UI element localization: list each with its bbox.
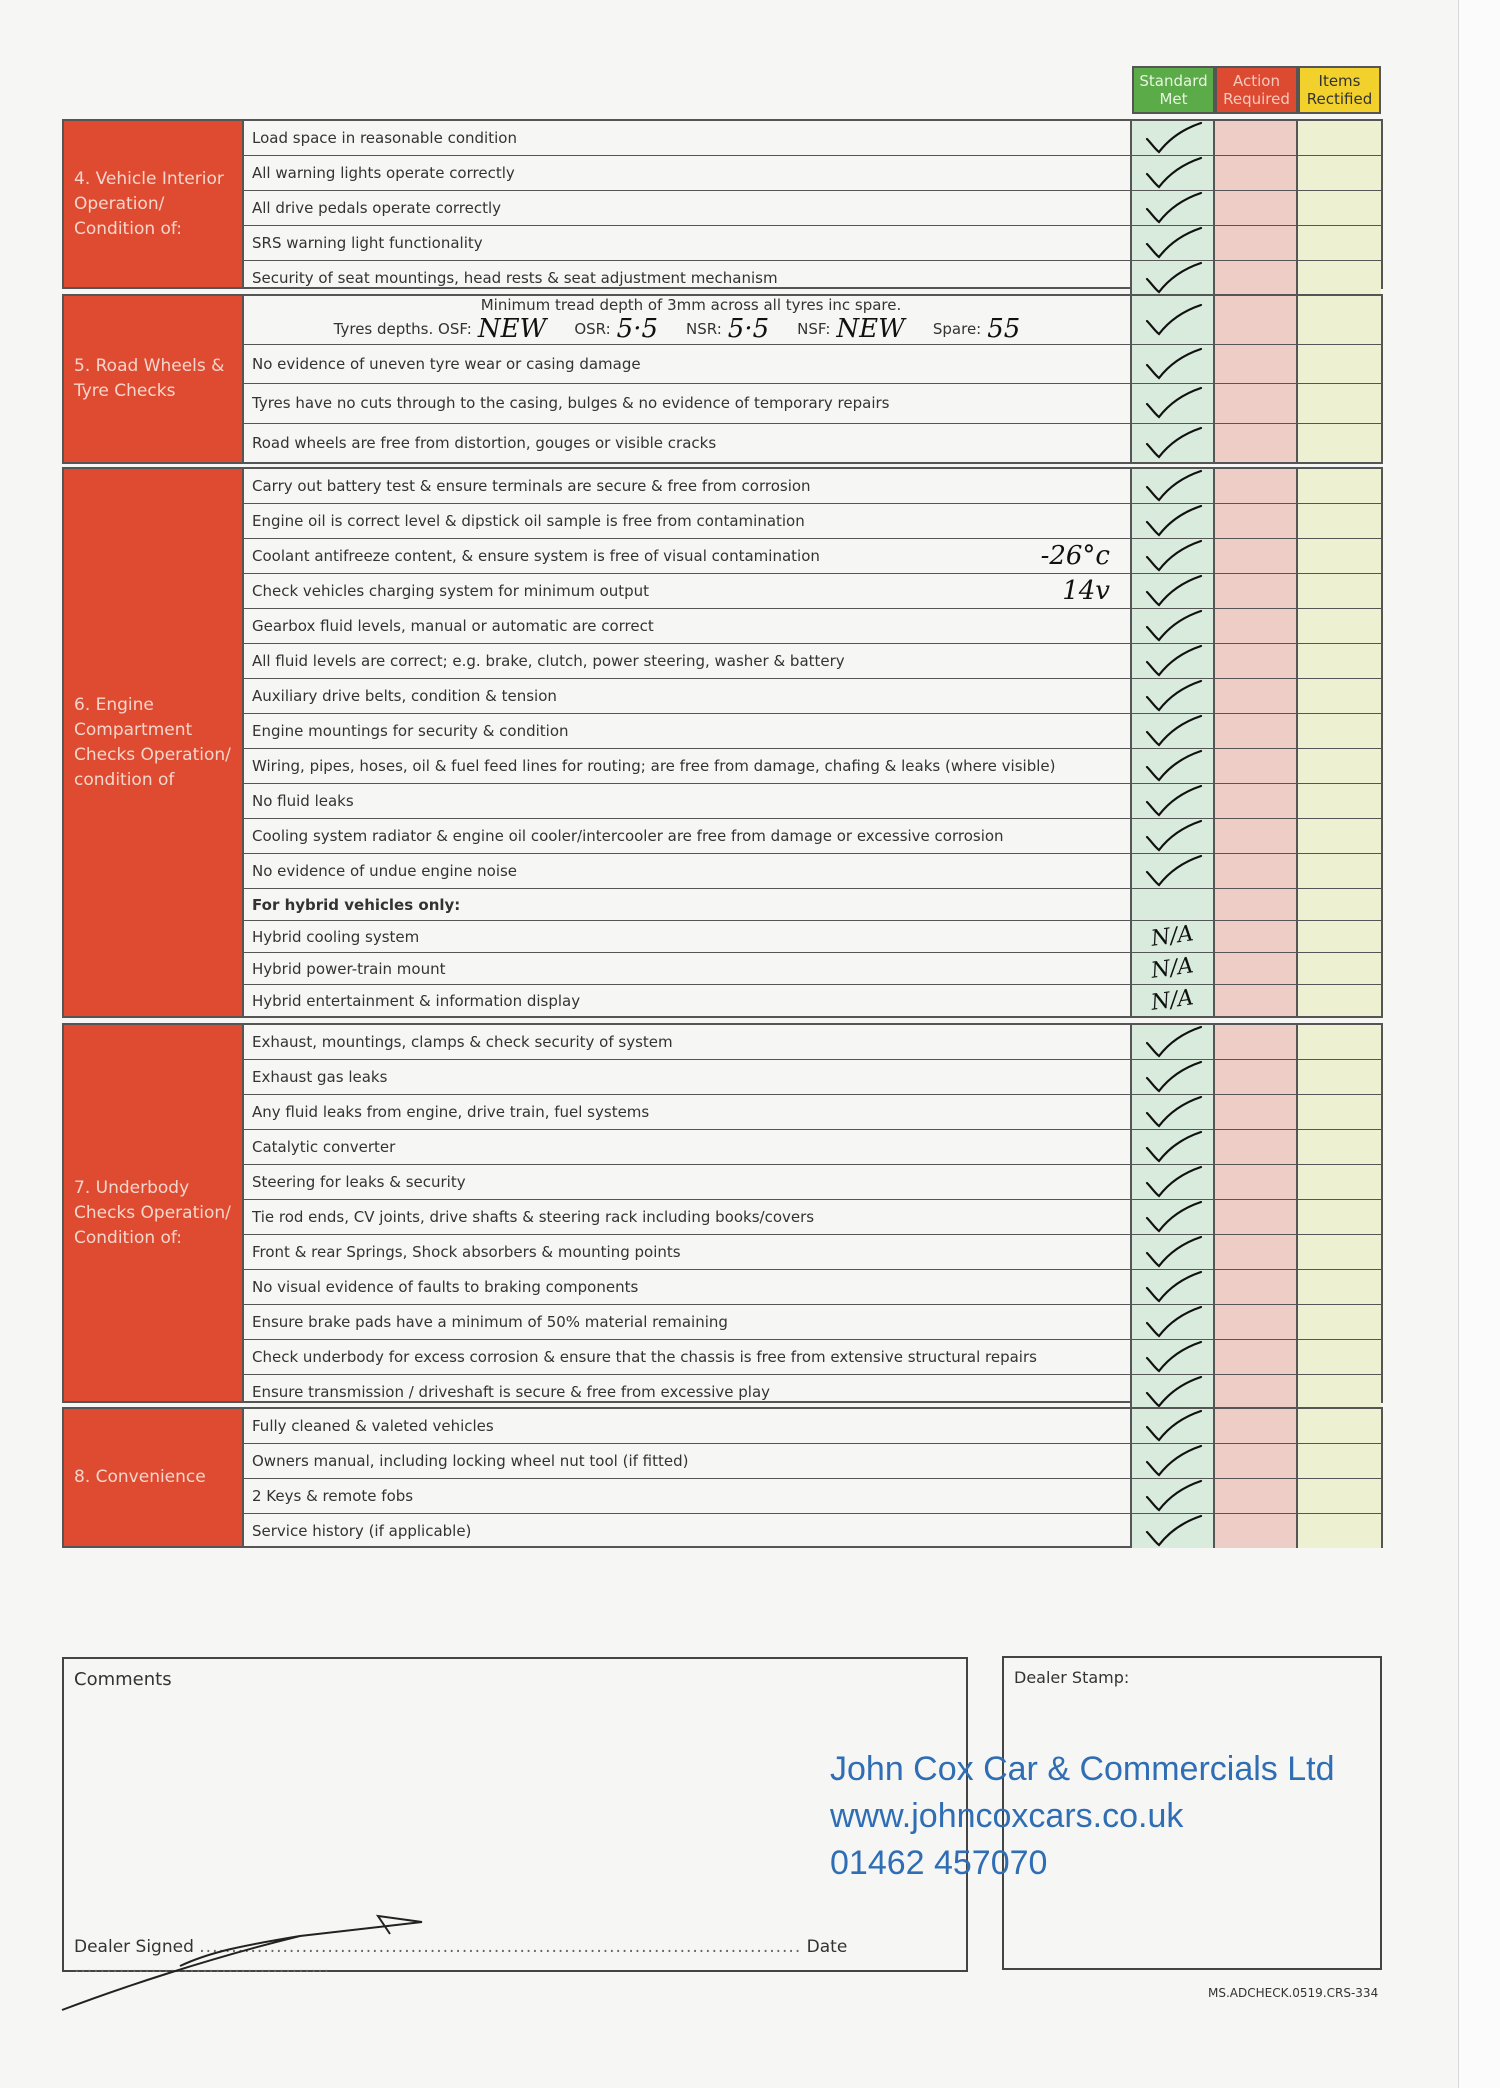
check-item-text: Wiring, pipes, hoses, oil & fuel feed lines for routing; are free from damage, chafing & leaks (where visible) bbox=[252, 757, 1056, 775]
standard-met-cell[interactable] bbox=[1132, 539, 1215, 573]
check-row bbox=[244, 1305, 1381, 1340]
check-item-text: Owners manual, including locking wheel nut tool (if fitted) bbox=[252, 1452, 689, 1470]
section-label: 5. Road Wheels & Tyre Checks bbox=[64, 296, 244, 462]
standard-met-cell[interactable] bbox=[1132, 121, 1215, 155]
standard-met-cell[interactable] bbox=[1132, 296, 1215, 344]
standard-met-cell[interactable] bbox=[1132, 644, 1215, 678]
action-required-cell[interactable] bbox=[1215, 469, 1298, 503]
check-item-text: No evidence of uneven tyre wear or casing damage bbox=[252, 355, 641, 374]
check-item-text: Front & rear Springs, Shock absorbers & mounting points bbox=[252, 1243, 681, 1261]
check-item-text: Cooling system radiator & engine oil cooler/intercooler are free from damage or excessive corrosion bbox=[252, 827, 1004, 845]
items-rectified-cell[interactable] bbox=[1298, 539, 1381, 573]
standard-met-cell[interactable] bbox=[1132, 1375, 1215, 1409]
check-mark-icon bbox=[1141, 609, 1205, 643]
check-row bbox=[244, 889, 1381, 921]
items-rectified-cell[interactable] bbox=[1298, 953, 1381, 984]
check-row bbox=[244, 1375, 1381, 1409]
action-required-cell[interactable] bbox=[1215, 156, 1298, 190]
check-item-text: Coolant antifreeze content, & ensure system is free of visual contamination bbox=[252, 547, 820, 565]
check-row bbox=[244, 1514, 1381, 1548]
items-rectified-cell[interactable] bbox=[1298, 985, 1381, 1016]
standard-met-cell[interactable] bbox=[1132, 1270, 1215, 1304]
action-required-cell[interactable] bbox=[1215, 921, 1298, 952]
check-row bbox=[244, 1165, 1381, 1200]
standard-met-cell[interactable] bbox=[1132, 226, 1215, 260]
action-required-cell[interactable] bbox=[1215, 784, 1298, 818]
action-required-cell[interactable] bbox=[1215, 1375, 1298, 1409]
items-rectified-cell[interactable] bbox=[1298, 714, 1381, 748]
standard-met-cell[interactable] bbox=[1132, 819, 1215, 853]
items-rectified-cell[interactable] bbox=[1298, 644, 1381, 678]
tyre-nsf-value: NEW bbox=[836, 314, 905, 344]
items-rectified-cell[interactable] bbox=[1298, 121, 1381, 155]
tyre-spare-value: 55 bbox=[987, 314, 1021, 344]
check-item-text: Minimum tread depth of 3mm across all tyres inc spare. bbox=[480, 296, 902, 314]
check-mark-icon bbox=[1141, 1060, 1205, 1094]
standard-met-cell[interactable] bbox=[1132, 1305, 1215, 1339]
tyre-depths-label: Tyres depths. OSF: bbox=[333, 320, 472, 338]
items-rectified-cell[interactable] bbox=[1298, 424, 1381, 462]
check-item-text: Load space in reasonable condition bbox=[252, 129, 517, 147]
action-required-cell[interactable] bbox=[1215, 1444, 1298, 1478]
check-row bbox=[244, 679, 1381, 714]
standard-met-cell[interactable] bbox=[1132, 1060, 1215, 1094]
standard-met-cell[interactable] bbox=[1132, 574, 1215, 608]
check-row bbox=[244, 1409, 1381, 1444]
check-mark-icon bbox=[1141, 191, 1205, 225]
items-rectified-cell[interactable] bbox=[1298, 226, 1381, 260]
check-item-text: Security of seat mountings, head rests & seat adjustment mechanism bbox=[252, 269, 778, 287]
standard-met-cell[interactable] bbox=[1132, 889, 1215, 920]
check-row bbox=[244, 384, 1381, 423]
items-rectified-cell[interactable] bbox=[1298, 1200, 1381, 1234]
check-row bbox=[244, 749, 1381, 784]
check-mark-icon bbox=[1141, 426, 1205, 460]
standard-met-cell[interactable] bbox=[1132, 985, 1215, 1016]
items-rectified-cell[interactable] bbox=[1298, 1409, 1381, 1443]
check-row bbox=[244, 1479, 1381, 1514]
check-mark-icon bbox=[1141, 1305, 1205, 1339]
check-item-text: All drive pedals operate correctly bbox=[252, 199, 502, 217]
items-rectified-cell[interactable] bbox=[1298, 784, 1381, 818]
check-row bbox=[244, 609, 1381, 644]
check-item-text: Engine mountings for security & condition bbox=[252, 722, 569, 740]
check-row bbox=[244, 226, 1381, 261]
check-item-text: Ensure transmission / driveshaft is secure & free from excessive play bbox=[252, 1383, 771, 1401]
action-required-cell[interactable] bbox=[1215, 1095, 1298, 1129]
items-rectified-cell[interactable] bbox=[1298, 1305, 1381, 1339]
dealer-stamp-title: Dealer Stamp: bbox=[1014, 1668, 1130, 1687]
standard-met-cell[interactable] bbox=[1132, 1165, 1215, 1199]
handwritten-note: -26°c bbox=[1040, 541, 1110, 571]
section-label: 7. Underbody Checks Operation/ Condition of: bbox=[64, 1025, 244, 1401]
action-required-cell[interactable] bbox=[1215, 889, 1298, 920]
check-item-text: 2 Keys & remote fobs bbox=[252, 1487, 414, 1505]
check-item-text: Exhaust, mountings, clamps & check security of system bbox=[252, 1033, 673, 1051]
comments-box: Comments Dealer Signed .............................................................................................. Date ........................................ bbox=[62, 1657, 968, 1972]
items-rectified-cell[interactable] bbox=[1298, 1130, 1381, 1164]
check-mark-icon bbox=[1141, 1025, 1205, 1059]
items-rectified-cell[interactable] bbox=[1298, 1165, 1381, 1199]
check-mark-icon bbox=[1141, 1130, 1205, 1164]
check-row bbox=[244, 345, 1381, 384]
check-mark-icon bbox=[1141, 156, 1205, 190]
items-rectified-cell[interactable] bbox=[1298, 1479, 1381, 1513]
action-required-cell[interactable] bbox=[1215, 1235, 1298, 1269]
check-item-text: Check vehicles charging system for minimum output bbox=[252, 582, 650, 600]
check-row bbox=[244, 574, 1381, 609]
action-required-cell[interactable] bbox=[1215, 644, 1298, 678]
check-item-text: Road wheels are free from distortion, gouges or visible cracks bbox=[252, 433, 717, 452]
check-mark-icon bbox=[1141, 679, 1205, 713]
action-required-cell[interactable] bbox=[1215, 574, 1298, 608]
check-item-text: Check underbody for excess corrosion & ensure that the chassis is free from extensive structural repairs bbox=[252, 1348, 1037, 1366]
check-item-text: Steering for leaks & security bbox=[252, 1173, 466, 1191]
check-item-text: Tyres have no cuts through to the casing, bulges & no evidence of temporary repairs bbox=[252, 394, 890, 413]
check-mark-icon bbox=[1141, 1200, 1205, 1234]
check-item-text: SRS warning light functionality bbox=[252, 234, 483, 252]
check-item-text: Hybrid power-train mount bbox=[252, 959, 446, 978]
check-row bbox=[244, 1130, 1381, 1165]
stamp-website: www.johncoxcars.co.uk bbox=[830, 1797, 1184, 1835]
check-item-text: Hybrid entertainment & information display bbox=[252, 991, 581, 1010]
action-required-cell[interactable] bbox=[1215, 1165, 1298, 1199]
items-rectified-cell[interactable] bbox=[1298, 1095, 1381, 1129]
items-rectified-cell[interactable] bbox=[1298, 1025, 1381, 1059]
action-required-cell[interactable] bbox=[1215, 819, 1298, 853]
standard-met-cell[interactable] bbox=[1132, 679, 1215, 713]
check-mark-icon bbox=[1141, 1409, 1205, 1443]
check-mark-icon bbox=[1141, 347, 1205, 381]
check-row bbox=[244, 539, 1381, 574]
action-required-cell[interactable] bbox=[1215, 1514, 1298, 1548]
action-required-cell[interactable] bbox=[1215, 121, 1298, 155]
check-mark-icon bbox=[1141, 574, 1205, 608]
standard-met-cell[interactable] bbox=[1132, 261, 1215, 295]
standard-met-cell[interactable] bbox=[1132, 156, 1215, 190]
check-item-text: No fluid leaks bbox=[252, 792, 354, 810]
scanner-background bbox=[1458, 0, 1500, 2088]
check-row bbox=[244, 156, 1381, 191]
section-label: 4. Vehicle Interior Operation/ Condition of: bbox=[64, 121, 244, 287]
handwritten-note: 14v bbox=[1062, 576, 1110, 606]
check-item-text: Fully cleaned & valeted vehicles bbox=[252, 1417, 494, 1435]
check-mark-icon bbox=[1141, 1514, 1205, 1548]
standard-met-cell[interactable] bbox=[1132, 714, 1215, 748]
dealer-signed-label: Dealer Signed bbox=[74, 1937, 194, 1957]
standard-met-cell[interactable] bbox=[1132, 384, 1215, 422]
check-mark-icon bbox=[1141, 1270, 1205, 1304]
check-mark-icon bbox=[1141, 644, 1205, 678]
items-rectified-cell[interactable] bbox=[1298, 1270, 1381, 1304]
check-row bbox=[244, 953, 1381, 985]
stamp-company: John Cox Car & Commercials Ltd bbox=[830, 1750, 1335, 1788]
check-mark-icon bbox=[1141, 749, 1205, 783]
check-row bbox=[244, 296, 1381, 345]
action-required-cell[interactable] bbox=[1215, 953, 1298, 984]
check-row bbox=[244, 1270, 1381, 1305]
check-row bbox=[244, 424, 1381, 462]
standard-met-cell[interactable] bbox=[1132, 784, 1215, 818]
standard-met-cell[interactable] bbox=[1132, 1514, 1215, 1548]
check-mark-icon bbox=[1141, 1165, 1205, 1199]
action-required-cell[interactable] bbox=[1215, 384, 1298, 422]
check-item-text: Carry out battery test & ensure terminals are secure & free from corrosion bbox=[252, 477, 811, 495]
action-required-cell[interactable] bbox=[1215, 1305, 1298, 1339]
standard-met-cell[interactable] bbox=[1132, 191, 1215, 225]
check-mark-icon bbox=[1141, 1375, 1205, 1409]
not-applicable-mark: N/A bbox=[1149, 953, 1196, 984]
check-item-text: For hybrid vehicles only: bbox=[252, 895, 461, 914]
action-required-cell[interactable] bbox=[1215, 749, 1298, 783]
action-required-cell[interactable] bbox=[1215, 609, 1298, 643]
check-section bbox=[62, 119, 1383, 289]
tyre-osf-value: NEW bbox=[477, 314, 547, 344]
tyre-nsr-value: 5·5 bbox=[727, 314, 770, 344]
check-item-text: Hybrid cooling system bbox=[252, 927, 420, 946]
action-required-cell[interactable] bbox=[1215, 854, 1298, 888]
check-row bbox=[244, 784, 1381, 819]
standard-met-cell[interactable] bbox=[1132, 1409, 1215, 1443]
date-label: Date bbox=[806, 1937, 848, 1957]
check-mark-icon bbox=[1141, 1444, 1205, 1478]
check-item-text: Gearbox fluid levels, manual or automatic are correct bbox=[252, 617, 654, 635]
check-item-text: All warning lights operate correctly bbox=[252, 164, 515, 182]
section-label: 6. Engine Compartment Checks Operation/ condition of bbox=[64, 469, 244, 1016]
action-required-cell[interactable] bbox=[1215, 1479, 1298, 1513]
check-section bbox=[62, 1407, 1383, 1548]
check-section bbox=[62, 1023, 1383, 1403]
action-required-cell[interactable] bbox=[1215, 1060, 1298, 1094]
check-row bbox=[244, 1444, 1381, 1479]
check-row bbox=[244, 1340, 1381, 1375]
check-row bbox=[244, 985, 1381, 1016]
standard-met-cell[interactable] bbox=[1132, 469, 1215, 503]
check-item-text: All fluid levels are correct; e.g. brake, clutch, power steering, washer & battery bbox=[252, 652, 845, 670]
check-mark-icon bbox=[1141, 784, 1205, 818]
check-mark-icon bbox=[1141, 386, 1205, 420]
items-rectified-cell[interactable] bbox=[1298, 1060, 1381, 1094]
check-mark-icon bbox=[1141, 714, 1205, 748]
action-required-cell[interactable] bbox=[1215, 1130, 1298, 1164]
items-rectified-cell[interactable] bbox=[1298, 1340, 1381, 1374]
standard-met-cell[interactable] bbox=[1132, 1025, 1215, 1059]
check-item-text: Service history (if applicable) bbox=[252, 1522, 472, 1540]
check-item-text: No visual evidence of faults to braking components bbox=[252, 1278, 639, 1296]
items-rectified-cell[interactable] bbox=[1298, 574, 1381, 608]
check-row bbox=[244, 1235, 1381, 1270]
standard-met-cell[interactable] bbox=[1132, 1479, 1215, 1513]
check-item-text: Engine oil is correct level & dipstick oil sample is free from contamination bbox=[252, 512, 805, 530]
standard-met-cell[interactable] bbox=[1132, 854, 1215, 888]
check-mark-icon bbox=[1141, 1095, 1205, 1129]
check-mark-icon bbox=[1141, 819, 1205, 853]
check-row bbox=[244, 1200, 1381, 1235]
comments-title: Comments bbox=[74, 1669, 172, 1690]
action-required-cell[interactable] bbox=[1215, 539, 1298, 573]
check-mark-icon bbox=[1141, 504, 1205, 538]
items-rectified-cell[interactable] bbox=[1298, 1375, 1381, 1409]
action-required-cell[interactable] bbox=[1215, 1200, 1298, 1234]
check-row bbox=[244, 714, 1381, 749]
signature bbox=[60, 1908, 440, 2018]
check-row bbox=[244, 1095, 1381, 1130]
check-section bbox=[62, 294, 1383, 464]
items-rectified-cell[interactable] bbox=[1298, 679, 1381, 713]
items-rectified-cell[interactable] bbox=[1298, 854, 1381, 888]
items-rectified-cell[interactable] bbox=[1298, 609, 1381, 643]
action-required-cell[interactable] bbox=[1215, 679, 1298, 713]
items-rectified-cell[interactable] bbox=[1298, 921, 1381, 952]
check-row bbox=[244, 1060, 1381, 1095]
items-rectified-cell[interactable] bbox=[1298, 504, 1381, 538]
items-rectified-cell[interactable] bbox=[1298, 345, 1381, 383]
not-applicable-mark: N/A bbox=[1149, 985, 1196, 1016]
items-rectified-cell[interactable] bbox=[1298, 296, 1381, 344]
check-item-text: Tie rod ends, CV joints, drive shafts & steering rack including books/covers bbox=[252, 1208, 815, 1226]
check-row bbox=[244, 644, 1381, 679]
standard-met-cell[interactable] bbox=[1132, 953, 1215, 984]
check-item-text: Auxiliary drive belts, condition & tension bbox=[252, 687, 557, 705]
items-rectified-cell[interactable] bbox=[1298, 749, 1381, 783]
items-rectified-cell[interactable] bbox=[1298, 1444, 1381, 1478]
section-label: 8. Convenience bbox=[64, 1409, 244, 1546]
action-required-cell[interactable] bbox=[1215, 504, 1298, 538]
check-mark-icon bbox=[1141, 1235, 1205, 1269]
check-row bbox=[244, 121, 1381, 156]
check-item-text: Ensure brake pads have a minimum of 50% material remaining bbox=[252, 1313, 728, 1331]
check-item-text: Catalytic converter bbox=[252, 1138, 396, 1156]
standard-met-cell[interactable] bbox=[1132, 1235, 1215, 1269]
standard-met-cell[interactable] bbox=[1132, 921, 1215, 952]
standard-met-cell[interactable] bbox=[1132, 424, 1215, 462]
check-row bbox=[244, 819, 1381, 854]
check-row bbox=[244, 261, 1381, 295]
stamp-phone: 01462 457070 bbox=[830, 1844, 1048, 1882]
items-rectified-cell[interactable] bbox=[1298, 261, 1381, 295]
items-rectified-cell[interactable] bbox=[1298, 819, 1381, 853]
standard-met-cell[interactable] bbox=[1132, 609, 1215, 643]
check-mark-icon bbox=[1141, 121, 1205, 155]
standard-met-cell[interactable] bbox=[1132, 1340, 1215, 1374]
check-item-text: Exhaust gas leaks bbox=[252, 1068, 388, 1086]
tyre-osr-value: 5·5 bbox=[616, 314, 659, 344]
action-required-header: Action Required bbox=[1215, 66, 1298, 114]
tyre-spare-label: Spare: bbox=[932, 320, 982, 338]
form-code: MS.ADCHECK.0519.CRS-334 bbox=[1208, 1986, 1379, 2000]
action-required-cell[interactable] bbox=[1215, 1025, 1298, 1059]
check-mark-icon bbox=[1141, 226, 1205, 260]
standard-met-cell[interactable] bbox=[1132, 1130, 1215, 1164]
action-required-cell[interactable] bbox=[1215, 226, 1298, 260]
standard-met-cell[interactable] bbox=[1132, 1200, 1215, 1234]
check-mark-icon bbox=[1141, 303, 1205, 337]
check-row bbox=[244, 469, 1381, 504]
check-item-text: No evidence of undue engine noise bbox=[252, 862, 518, 880]
check-row bbox=[244, 921, 1381, 953]
check-mark-icon bbox=[1141, 261, 1205, 295]
items-rectified-header: Items Rectified bbox=[1298, 66, 1381, 114]
check-section bbox=[62, 467, 1383, 1018]
check-row bbox=[244, 854, 1381, 889]
check-row bbox=[244, 504, 1381, 539]
standard-met-cell[interactable] bbox=[1132, 1095, 1215, 1129]
items-rectified-cell[interactable] bbox=[1298, 1235, 1381, 1269]
items-rectified-cell[interactable] bbox=[1298, 469, 1381, 503]
check-mark-icon bbox=[1141, 539, 1205, 573]
action-required-cell[interactable] bbox=[1215, 714, 1298, 748]
standard-met-cell[interactable] bbox=[1132, 345, 1215, 383]
check-item-text: Any fluid leaks from engine, drive train, fuel systems bbox=[252, 1103, 650, 1121]
tyre-osr-label: OSR: bbox=[574, 320, 611, 338]
action-required-cell[interactable] bbox=[1215, 985, 1298, 1016]
not-applicable-mark: N/A bbox=[1149, 921, 1196, 952]
items-rectified-cell[interactable] bbox=[1298, 191, 1381, 225]
check-mark-icon bbox=[1141, 1479, 1205, 1513]
items-rectified-cell[interactable] bbox=[1298, 384, 1381, 422]
action-required-cell[interactable] bbox=[1215, 296, 1298, 344]
check-mark-icon bbox=[1141, 854, 1205, 888]
action-required-cell[interactable] bbox=[1215, 345, 1298, 383]
check-mark-icon bbox=[1141, 469, 1205, 503]
standard-met-cell[interactable] bbox=[1132, 749, 1215, 783]
standard-met-header: Standard Met bbox=[1132, 66, 1215, 114]
action-required-cell[interactable] bbox=[1215, 1340, 1298, 1374]
action-required-cell[interactable] bbox=[1215, 261, 1298, 295]
action-required-cell[interactable] bbox=[1215, 1270, 1298, 1304]
items-rectified-cell[interactable] bbox=[1298, 1514, 1381, 1548]
tyre-nsr-label: NSR: bbox=[686, 320, 722, 338]
standard-met-cell[interactable] bbox=[1132, 504, 1215, 538]
check-row bbox=[244, 191, 1381, 226]
items-rectified-cell[interactable] bbox=[1298, 889, 1381, 920]
check-row bbox=[244, 1025, 1381, 1060]
action-required-cell[interactable] bbox=[1215, 191, 1298, 225]
action-required-cell[interactable] bbox=[1215, 1409, 1298, 1443]
standard-met-cell[interactable] bbox=[1132, 1444, 1215, 1478]
items-rectified-cell[interactable] bbox=[1298, 156, 1381, 190]
check-mark-icon bbox=[1141, 1340, 1205, 1374]
tyre-nsf-label: NSF: bbox=[797, 320, 831, 338]
tyre-depths bbox=[334, 314, 1049, 344]
action-required-cell[interactable] bbox=[1215, 424, 1298, 462]
